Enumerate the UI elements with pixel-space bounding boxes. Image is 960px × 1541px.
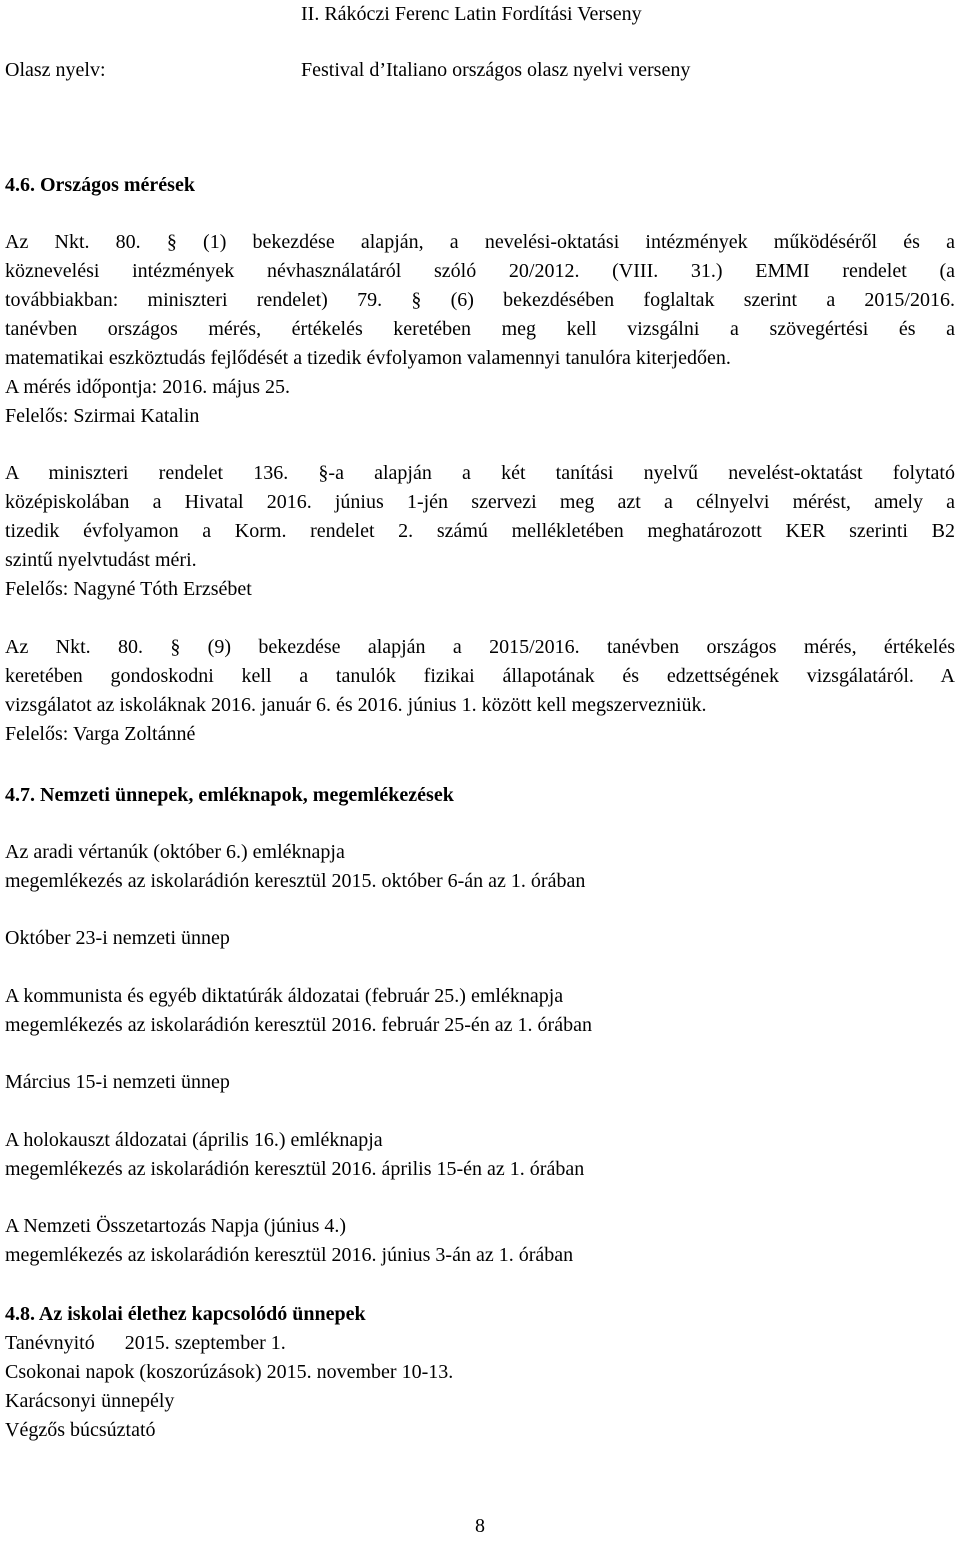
list-item: Március 15-i nemzeti ünnep (5, 1071, 230, 1093)
measurement-date: A mérés időpontja: 2016. május 25. (5, 376, 290, 398)
list-item: Végzős búcsúztató (5, 1419, 156, 1441)
paragraph-line: továbbiakban: miniszteri rendelet) 79. § (6) bekezdésében foglaltak szerint a 2015/2016. (5, 289, 955, 311)
list-item: megemlékezés az iskolarádión keresztül 2016. június 3-án az 1. órában (5, 1244, 574, 1266)
list-item: Az aradi vértanúk (október 6.) emléknapja (5, 841, 345, 863)
responsible-person: Felelős: Varga Zoltánné (5, 723, 196, 745)
list-item: Tanévnyitó 2015. szeptember 1. (5, 1332, 286, 1354)
list-item: Csokonai napok (koszorúzások) 2015. november 10-13. (5, 1361, 454, 1383)
paragraph-line: tizedik évfolyamon a Korm. rendelet 2. számú mellékletében meghatározott KER szerinti B2 (5, 520, 955, 542)
section-4-7-heading: 4.7. Nemzeti ünnepek, emléknapok, megemlékezések (5, 784, 454, 806)
page-number: 8 (475, 1515, 485, 1537)
paragraph-line: köznevelési intézmények névhasználatáról szóló 20/2012. (VIII. 31.) EMMI rendelet (a (5, 260, 955, 282)
list-item: megemlékezés az iskolarádión keresztül 2015. október 6-án az 1. órában (5, 870, 586, 892)
responsible-person: Felelős: Nagyné Tóth Erzsébet (5, 578, 252, 600)
paragraph-line: matematikai eszköztudás fejlődését a tizedik évfolyamon valamennyi tanulóra kiterjedően. (5, 347, 731, 369)
list-item: megemlékezés az iskolarádión keresztül 2016. február 25-én az 1. órában (5, 1014, 592, 1036)
section-4-6-heading: 4.6. Országos mérések (5, 174, 195, 196)
paragraph-line: tanévben országos mérés, értékelés keretében meg kell vizsgálni a szövegértési és a (5, 318, 955, 340)
list-item: A holokauszt áldozatai (április 16.) emléknapja (5, 1129, 383, 1151)
section-4-8-heading: 4.8. Az iskolai élethez kapcsolódó ünnepek (5, 1303, 366, 1325)
list-item: megemlékezés az iskolarádión keresztül 2016. április 15-én az 1. órában (5, 1158, 585, 1180)
list-item: Karácsonyi ünnepély (5, 1390, 175, 1412)
list-item: Október 23-i nemzeti ünnep (5, 927, 230, 949)
paragraph-line: vizsgálatot az iskoláknak 2016. január 6. és 2016. június 1. között kell megszervezniük. (5, 694, 707, 716)
list-item: A Nemzeti Összetartozás Napja (június 4.) (5, 1215, 347, 1237)
paragraph-line: szintű nyelvtudást méri. (5, 549, 197, 571)
list-item: A kommunista és egyéb diktatúrák áldozatai (február 25.) emléknapja (5, 985, 564, 1007)
paragraph-line: Az Nkt. 80. § (1) bekezdése alapján, a nevelési-oktatási intézmények működéséről és a (5, 231, 955, 253)
festival-title: Festival d’Italiano országos olasz nyelvi verseny (301, 59, 691, 81)
paragraph-line: Az Nkt. 80. § (9) bekezdése alapján a 2015/2016. tanévben országos mérés, értékelés (5, 636, 955, 658)
paragraph-line: középiskolában a Hivatal 2016. június 1-jén szervezi meg azt a célnyelvi mérést, amely a (5, 491, 955, 513)
competition-title: II. Rákóczi Ferenc Latin Fordítási Verseny (301, 3, 642, 25)
responsible-person: Felelős: Szirmai Katalin (5, 405, 200, 427)
paragraph-line: keretében gondoskodni kell a tanulók fizikai állapotának és edzettségének vizsgálatáról. A (5, 665, 955, 687)
paragraph-line: A miniszteri rendelet 136. §-a alapján a két tanítási nyelvű nevelést-oktatást folytató (5, 462, 955, 484)
language-label: Olasz nyelv: (5, 59, 106, 81)
